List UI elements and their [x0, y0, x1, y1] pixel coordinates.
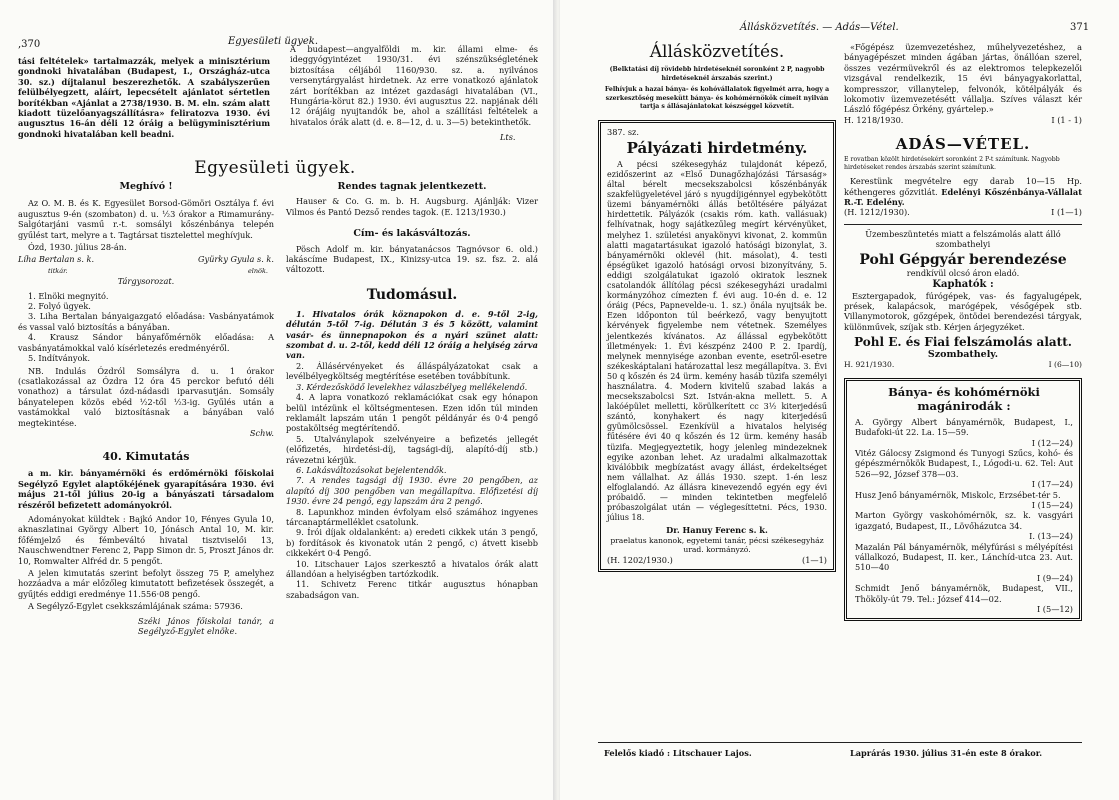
- fogepesz-body: «Főgépész üzemvezetéshez, műhelyvezetéshez, a bányagépészet minden ágában jártas, önállóan szerel, összes vezérmüvekről és az elektromos telepkezelői vizsgával rendelkezik, 15 évi bányagyakorlattal, kompresszor, villanytelep, felvonók, kötélpályák és lokomotiv üzemvezetésétt vállalja. Szíves választ kér László főgépész Örkény, gyártelep.»: [844, 42, 1082, 115]
- pohl-refs: [844, 360, 1082, 370]
- pohl-ref-right: I (6—10): [1048, 360, 1082, 370]
- tudomasul-item: 5. Utalványlapok szelvényeire a befizetés jellegét (előfizetés, hirdetési-díj, tagsági-díj, alapító-díj stb.) rávezetni kérjük.: [286, 433, 538, 465]
- allas-note2: Felhívjuk a hazai bánya- és kohóvállalatok figyelmét arra, hogy a szerkesztőség mesekütt bánya- és kohómérnökök címeit nyilván tartja s állásajánlatokat készséggel közvetít.: [604, 86, 830, 110]
- iroda-entry-ref: I (15—24): [1031, 499, 1073, 510]
- pohl-list: Esztergapadok, fúrógépek, vas- és fagyalugépek, prések, kalapácsok, marógépek, vésőgépek stb. Villanymotorok, gőzgépek, öntödei berendezési tárgyak, különművek, szíjak stb. Kérjen árjegyzéket.: [844, 290, 1082, 332]
- sig2-role: elnök.: [247, 266, 268, 275]
- iroda-entry: [855, 490, 1073, 511]
- palyazat-ref: (H. 1202/1930.): [607, 554, 673, 565]
- rendes-tag-title: Rendes tagnak jelentkezett.: [337, 181, 487, 192]
- iroda-entry: [855, 542, 1073, 584]
- agenda-item: 4. Krausz Sándor bányafőmérnök előadása: A vasbányatámokkal való kísérletezés eredményéről.: [18, 332, 274, 353]
- kimutatas-body2: A jelen kimutatás szerint befolyt összeg 75 P, amelyhez hozzáadva a már előzőleg kimutatott befizetések összegét, a gyűjtés eddigi eredménye 11.556·08 pengő.: [18, 568, 274, 599]
- page-number-left: ,370: [18, 39, 41, 50]
- adas-ad1-ref: (H. 1212/1930).: [844, 207, 910, 218]
- kimutatas-body: Adományokat küldtek : Bajkó Andor 10, Fényes Gyula 10, aknaszlatinai György Albert 10, Jónásch Antal 10, M. kir. főfémjelző és fémbeváltó hivatal tisztviselői 13, Nauschwendtner Ferenc 2, Papp Simon dr. 5, Proszt János dr. 10, Romwalter Alfréd dr. 5 pengőt.: [18, 513, 274, 566]
- agenda-title: Tárgysorozat.: [117, 276, 175, 287]
- footer-left: Felelős kiadó : Litschauer Lajos.: [604, 748, 752, 758]
- adas-ad1: [844, 176, 1082, 207]
- kimutatas-intro: a m. kir. bányamérnöki és erdőmérnöki főiskolai Segélyző Egylet alaptőkéjének gyarapítására 1930. évi május 21-től július 20-ig a bányászati társadalom részéről befizetett adományokról.: [18, 468, 274, 510]
- iroda-entry-text: Marton György vaskohómérnök, sz. k. vasgyári igazgató, Budapest, II., Lövőházutca 34.: [855, 510, 1073, 531]
- ads-column: [844, 42, 1082, 621]
- kimutatas-title: 40. Kimutatás: [102, 450, 190, 464]
- adas-ad1-ref-right: I (1—1): [1051, 207, 1082, 218]
- tudomasul-item: 9. Írói díjak oldalanként: a) eredeti cikkek után 3 pengő, b) fordítások és kivonatok után 2 pengő, c) átvett kisebb cikkekért 0·4 Pengő.: [286, 527, 538, 559]
- tudomasul-item: 8. Lapunkhoz minden évfolyam első számához ingyenes tárcanaptármelléklet csatolunk.: [286, 506, 538, 527]
- rendes-tag-body: Hauser & Co. G. m. b. H. Augsburg. Ajánlják: Vizer Vilmos és Pantó Dezső rendes tagok. (E. 1213/1930.): [286, 196, 538, 217]
- iroda-box: [844, 378, 1082, 622]
- iroda-title: Bánya- és kohómérnöki magánirodák :: [888, 384, 1040, 413]
- iroda-entry-text: Vitéz Gálocsy Zsigmond és Tunyogi Szűcs, kohó- és gépészmérnökök Budapest, I., Lógodi-u. 62. Tel: Aut 526—92, József 378—03.: [855, 447, 1073, 479]
- agenda-list: [18, 291, 274, 364]
- iroda-entry-ref: I (12—24): [1031, 437, 1073, 448]
- footer-right: Laprárás 1930. július 31-én este 8 órakor.: [850, 748, 1043, 758]
- palyazat-signer: Dr. Hanuy Ferenc s. k.: [666, 525, 768, 536]
- palyazat-box: [598, 120, 836, 573]
- pohl-headline: Pohl Gépgyár berendezése: [859, 251, 1067, 268]
- adas-note: E rovatban közölt hirdetésekért soronként 2 P-t számítunk. Nagyobb hirdetéseket rendes árszabás szerint számítunk.: [844, 156, 1060, 172]
- running-title-right: Állásközvetítés. — Adás—Vétel.: [740, 22, 899, 33]
- meghivo-block: [18, 182, 274, 636]
- section-title: Egyesületi ügyek.: [194, 158, 356, 178]
- iroda-entry: [855, 583, 1073, 614]
- pohl-kaphatok: Kaphatók :: [932, 279, 994, 291]
- tudomasul-item: 6. Lakásváltozásokat bejelentendők.: [296, 464, 447, 475]
- pohl-sign: Pohl E. és Fiai felszámolás alatt.: [854, 335, 1072, 350]
- sig1-name: Líha Bertalan s. k.: [18, 254, 95, 265]
- pohl-sub: rendkívül olcsó áron eladó.: [906, 267, 1020, 278]
- adas-ad1-refs: [844, 207, 1082, 217]
- agenda-item: 3. Liha Bertalan bányaigazgató előadása: Vasbányatámok és vassal való biztosítás a bányában.: [18, 311, 274, 332]
- tudomasul-list: [286, 309, 538, 600]
- iroda-entry-ref: I. (13—24): [1029, 531, 1073, 542]
- tudomasul-item: 3. Kérdezősködő levelekhez válaszbélyeg mellékelendő.: [296, 381, 528, 392]
- adas-ad1-bold: Edelényi Kőszénbánya-Vállalat R.-T. Edelény.: [844, 186, 1082, 208]
- sig1-role: titkár.: [48, 266, 68, 275]
- sig2-name: Gyürky Gyula s. k.: [197, 254, 274, 265]
- tender-text-right: A budapest—angyalföldi m. kir. állami elme- és ideggyógyintézet 1930/31. évi szénszükségletének biztosítása céljából 1160/930. sz. a. nyilvános versenytárgyalást hirdetnek. Az erre vonatkozó ajánlatok zárt borítékban az intézet gazdasági hivatalában (VI., Hungária-körut 82.) 1930. évi augusztus 22. napjának déli 12 órájáig nyujtandók be, ahol a szállítási feltételek a hivatalos órák alatt (d. e. 8—12, d. u. 3—5) betekinthetők.: [290, 44, 538, 127]
- iroda-list: [855, 417, 1073, 615]
- tender-text-left: tási feltételek» tartalmazzák, melyek a minisztérium gondnoki hivatalában (Budapest, I., Országház-utca 30. sz.) díjtalanul beszerezhetők. A szabályszerűen felülbélyegzett, aláírt, lepecsételt ajánlatot sértetlen borítékban «Ajánlat a 2738/1930. B. M. eln. szám alatt kiadott tüzelőanyagszállításra» feliratozva 1930. évi augusztus 16-án déli 12 óráig a belügyminisztérium gondnoki hivatalában kell beadni.: [18, 56, 270, 139]
- palyazat-ref-right: (1—1): [802, 554, 827, 565]
- iroda-entry-text: Schmidt Jenő bányamérnök, Budapest, VII., Thököly-út 79. Tel.: József 414—02.: [855, 583, 1073, 604]
- fogepesz-refs: [844, 115, 1082, 125]
- meghivo-body: Az O. M. B. és K. Egyesület Borsod-Gömöri Osztálya f. évi augusztus 9-én (szombaton) d. u. ½3 órakor a Rimamurány-Salgótarjáni vasmű r.-t. somsályi kőszénbánya telepén gyűlést tart, melyre a t. Tagtársat tisztelettel meghívjuk.: [18, 198, 274, 240]
- iroda-entry-ref: I (9—24): [1036, 572, 1073, 583]
- pohl-ref: H. 921/1930.: [844, 360, 895, 370]
- iroda-entry-ref: I (5—12): [1036, 604, 1073, 615]
- agenda-item: 1. Elnöki megnyitó.: [28, 290, 109, 301]
- meghivo-place-date: Ózd, 1930. július 28-án.: [28, 242, 127, 253]
- iroda-entry-text: Mazalán Pál bányamérnök, mélyfúrási s mélyépítési vállalkozó, Budapest, II. ker., Lánchíd-utca 23. Aut. 510—40: [855, 541, 1073, 573]
- tudomasul-item: 7. A rendes tagsági díj 1930. évre 20 pengőben, az alapító díj 300 pengőben van megállapítva. Előfizetési díj 1930. évre 24 pengő, egy lapszám ára 2 pengő.: [286, 475, 538, 507]
- tudomasul-title: Tudomásul.: [366, 286, 458, 303]
- kimutatas-sign: Széki János főiskolai tanár, a Segélyző-Egylet elnöke.: [138, 615, 274, 637]
- iroda-entry-text: A. György Albert bányamérnök, Budapest, I., Budafoki-út 22. La. 15—59.: [855, 416, 1073, 438]
- palyazat-number: 387. sz.: [607, 126, 639, 137]
- cim-title: Cím- és lakásváltozás.: [353, 228, 471, 240]
- iroda-entry-ref: I (17—24): [1031, 479, 1073, 490]
- iroda-entry: [855, 448, 1073, 490]
- palyazat-body: A pécsi székesegyház tulajdonát képező, ezidőszerint az «Első Dunagőzhajózási Társaság» által bérelt mecsekszabolcsi kőszénbányák szakfelügyeletével járó s nyugdíjigénnyel egybekötött üzemi bányamérnöki állás betöltésére pályázat hirdettetik. Pályázók (csakis róm. kath. vallásuak) felhívatnak, hogy sajátkezűleg megírt kérvényüket, melyhez 1. születési anyakönyvi kivonat, 2. kommün alatti magatartásukat igazoló hatósági bizonylat, 3. bányamérnöki oklevél (hit. másolat), 4. testi épségüket igazoló hatósági orvosi bizonyítvány, 5. eddigi szolgálatukat igazoló okiratok lesznek csatolandók állítólag pécsi székesegyházi uradalmi kormányzóhoz címezten f. évi aug. 10-én d. e. 12 óráig (Pécs, Papnevelde-u. 1. sz.) önála nyujtsák be. Ezen időponton túl beérkező, vagy benyujtott kérvények figyelembe nem vétetnek. Személyes jelentkezés kívánatos. Az állással egybekötött illetmények: 1. Évi készpénz 2400 P. 2. Ipardíj, melynek mennyisége azonban evente, esetről-esetre székeskáptalani határozattal lesz megállapítva. 3. Évi 50 q kőszén és 24 ürm. kemény hasáb tüzifa személyi használatra. 4. Modern kivitelű szabad lakás a mecsekszabolcsi Szt. István-akna mellett. 5. A lakóépület melletti, körülkerített cc 3½ kiterjedésű szántó, konyhakert és nagy kiterjedésű gyümölcsössel. Ezenkívül a hivatalos helyiség fűtésére évi 40 q kőszén és 12 ürm. kemény hasáb tüzifa. Megjegyeztetik, hogy jelenleg mindezeknek egyike azonban lehet. Az uradalmi alkalmazottak kiválóbbik megbízatást avagy állást, érdekeltséget nem vállalhat. Az állás 1930. szept. 1-én lesz elfoglalandó. Az állásra kinevezendő egyén egy évi próbaidő. — minden tekintetben megfelelő próbaszolgálat után — véglegesíttetni. Pécs, 1930. július 18.: [607, 159, 827, 523]
- tudomasul-item: 1. Hivatalos órák köznapokon d. e. 9-től 2-ig, délután 5-től 7-ig. Délután 3 és 5 között, valamint vasár- és ünnepnapokon és a nyári szünet alatt: szombat d. u. 2-től, kedd déli 12 óráig a helyiség zárva van.: [286, 308, 538, 361]
- meghivo-signatures: [18, 254, 274, 276]
- left-page: [0, 0, 556, 800]
- cim-body: Pösch Adolf m. kir. bányatanácsos Tagnóvsor 6. old.) lakáscíme Budapest, IX., Kinizsy-utca 19. sz. fsz. 2. alá változott.: [286, 243, 538, 275]
- pohl-city: Szombathely.: [927, 349, 999, 361]
- allas-column: [598, 42, 836, 572]
- fogepesz-ref: H. 1218/1930.: [844, 114, 904, 125]
- agenda-item: 5. Indítványok.: [28, 353, 90, 364]
- adas-title: ADÁS—VÉTEL.: [895, 135, 1031, 154]
- adas-ad1-body: Kerestünk megvételre egy darab 10—15 Hp. kéthengeres gőzvitlát.: [844, 176, 1082, 197]
- tudomasul-item: 11. Schivetz Ferenc titkár augusztus hónapban szabadságon van.: [286, 579, 538, 600]
- iroda-entry-text: Husz Jenő bányamérnök, Miskolc, Erzsébet-tér 5.: [855, 489, 1061, 500]
- page-number-right: 371: [1070, 22, 1090, 33]
- iroda-entry: [855, 510, 1073, 541]
- meghivo-nb: NB. Indulás Ózdról Somsályra d. u. 1 órakor (csatlakozással az Ózdra 12 óra 45 perckor befutó déli vonathoz) a társulat ózd-nádasdi iparvasutján. Somsály bányatelepen közös ebéd ½2-től ½3-ig. Gyűlés után a vastámokkal való biztosításnak a bányában való megtekintése.: [18, 365, 274, 428]
- allas-note1: (Belktatási díj rövidebb hirdetéseknél soronként 2 P, nagyobb hirdetéseknél árszabás szerint.): [609, 66, 825, 82]
- left-right-column: [286, 182, 538, 600]
- palyazat-refs: [607, 555, 827, 565]
- tender-sign: Lts.: [500, 132, 516, 142]
- tudomasul-item: 2. Állásérvényeket és álláspályázatokat csak a levélbélyegköltség megtérítése esetében továbbítunk.: [286, 360, 538, 382]
- iroda-entry: [855, 417, 1073, 448]
- agenda-item: 2. Folyó ügyek.: [28, 301, 91, 312]
- tudomasul-item: 4. A lapra vonatkozó reklamációkat csak egy hónapon belül intézünk el költségmentesen. Ezen időn túl minden reklamált lapszám után 1 pengőt példányár és 0·4 pengő postaköltség megtérítendő.: [286, 392, 538, 434]
- meghivo-nb-sign: Schw.: [249, 427, 274, 438]
- running-title-left: Egyesületi ügyek.: [228, 36, 318, 47]
- palyazat-signer-role: praelatus kanonok, egyetemi tanár, pécsi székesegyház urad. kormányzó.: [610, 535, 824, 555]
- tudomasul-item: 10. Litschauer Lajos szerkesztő a hivatalos órák alatt állandóan a helyiségben tartózkodik.: [286, 558, 538, 579]
- meghivo-title: Meghívó !: [119, 181, 173, 192]
- right-page: [560, 0, 1119, 800]
- kimutatas-body3: A Segélyző-Egylet csekkszámlájának száma: 57936.: [28, 601, 243, 612]
- fogepesz-ref-right: I (1 - 1): [1051, 114, 1082, 125]
- pohl-intro: Üzembeszüntetés miatt a felszámolás alatt álló szombathelyi: [865, 228, 1061, 250]
- allas-title: Állásközvetítés.: [649, 42, 785, 62]
- palyazat-title: Pályázati hirdetmény.: [626, 138, 808, 157]
